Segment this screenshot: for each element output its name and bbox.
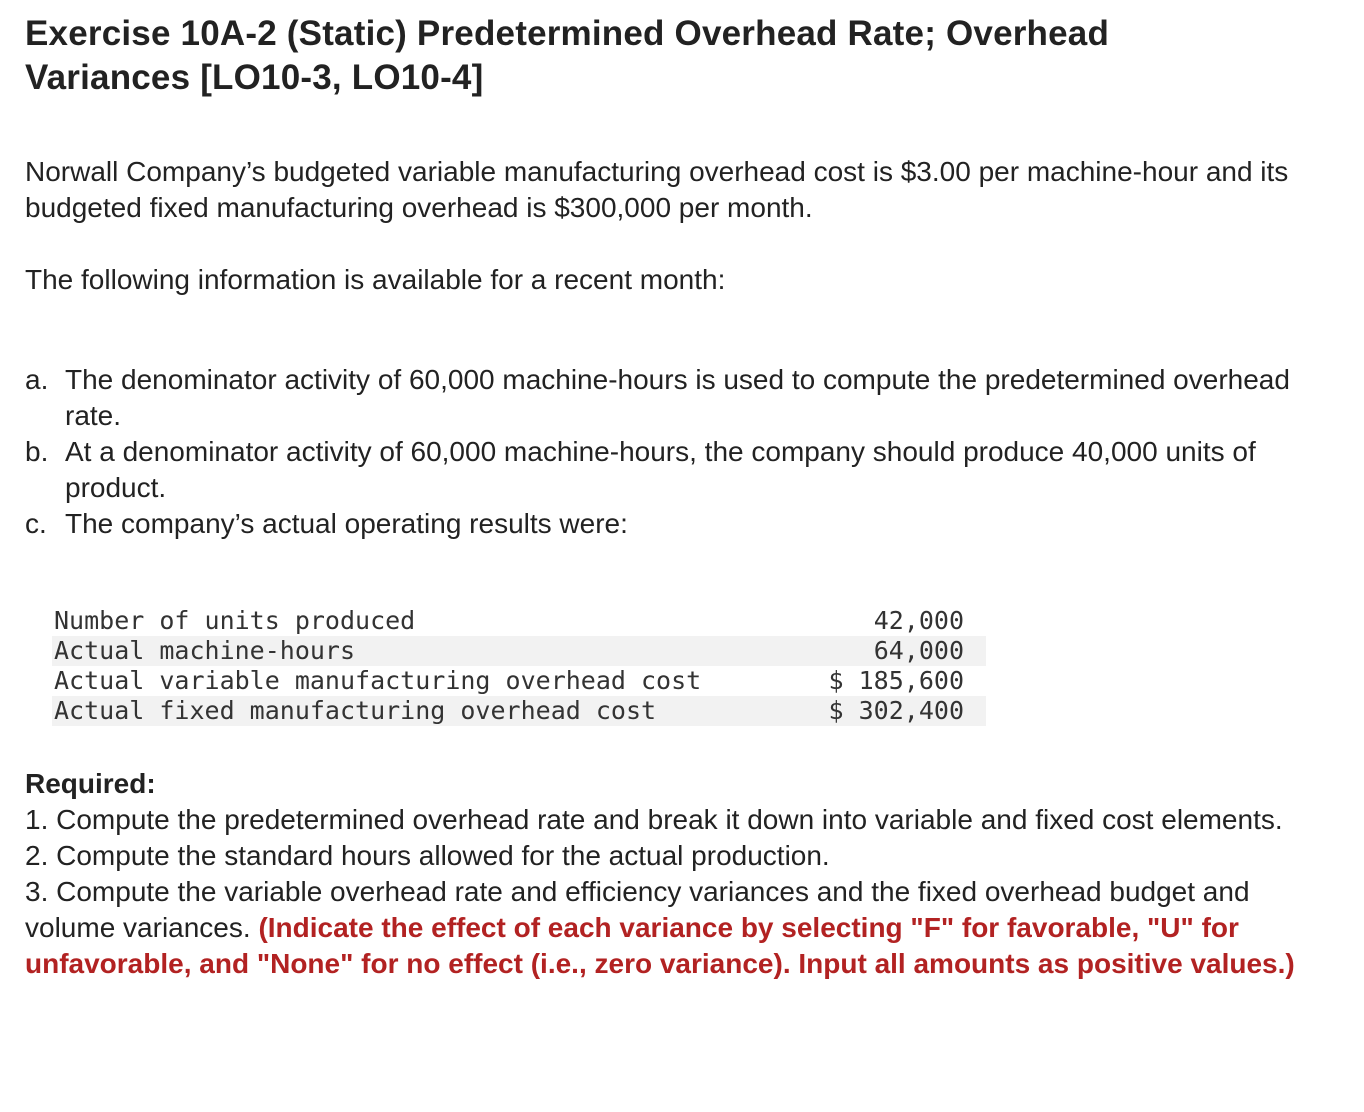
intro-section bbox=[25, 154, 1335, 298]
required-item-3-text: 3. Compute the variable overhead rate and efficiency variances and the fixed overhead budget and volume variances. bbox=[25, 876, 1250, 943]
exercise-page bbox=[25, 12, 1335, 982]
variance-instruction: (Indicate the effect of each variance by selecting "F" for favorable, "U" for unfavorable, and "None" for no effect (i.e., zero variance). Input all amounts as positive values.) bbox=[25, 912, 1295, 979]
list-item-text: The company’s actual operating results were: bbox=[65, 508, 628, 539]
list-item-text: At a denominator activity of 60,000 machine-hours, the company should produce 40,000 units of product. bbox=[65, 436, 1256, 503]
required-heading: Required: bbox=[25, 768, 156, 799]
intro-paragraph-info: The following information is available for a recent month: bbox=[25, 264, 726, 295]
required-section bbox=[25, 766, 1335, 982]
list-item-letter: b. bbox=[25, 436, 49, 467]
row-value: $ 185,600 bbox=[828, 666, 964, 695]
list-item-letter: c. bbox=[25, 508, 47, 539]
table-row bbox=[52, 666, 986, 696]
required-item-2: 2. Compute the standard hours allowed for the actual production. bbox=[25, 840, 830, 871]
required-item-1: 1. Compute the predetermined overhead rate and break it down into variable and fixed cost elements. bbox=[25, 804, 1283, 835]
exercise-title-line1: Exercise 10A-2 (Static) Predetermined Overhead Rate; Overhead bbox=[25, 14, 1110, 53]
row-value: 42,000 bbox=[873, 606, 964, 635]
intro-paragraph: Norwall Company’s budgeted variable manufacturing overhead cost is $3.00 per machine-hour and its budgeted fixed manufacturing overhead is $300,000 per month. bbox=[25, 156, 1289, 223]
exercise-title-line2: Variances [LO10-3, LO10-4] bbox=[25, 58, 484, 97]
required-item-3 bbox=[25, 874, 1335, 982]
list-item-text: The denominator activity of 60,000 machine-hours is used to compute the predetermined overhead rate. bbox=[65, 364, 1290, 431]
list-item-b bbox=[25, 434, 1335, 506]
row-value: 64,000 bbox=[794, 636, 986, 666]
exercise-title bbox=[25, 12, 1335, 100]
table-row bbox=[52, 636, 986, 666]
table-row bbox=[52, 606, 986, 636]
list-item-a bbox=[25, 362, 1335, 434]
row-label: Actual variable manufacturing overhead cost bbox=[54, 666, 702, 695]
row-label: Actual fixed manufacturing overhead cost bbox=[52, 696, 794, 726]
list-item-c bbox=[25, 506, 1335, 542]
row-label: Actual machine-hours bbox=[52, 636, 794, 666]
row-label: Number of units produced bbox=[54, 606, 416, 635]
list-item-letter: a. bbox=[25, 364, 49, 395]
info-list bbox=[25, 362, 1335, 542]
table-row bbox=[52, 696, 986, 726]
row-value: $ 302,400 bbox=[794, 696, 986, 726]
operating-results-table bbox=[52, 606, 986, 726]
